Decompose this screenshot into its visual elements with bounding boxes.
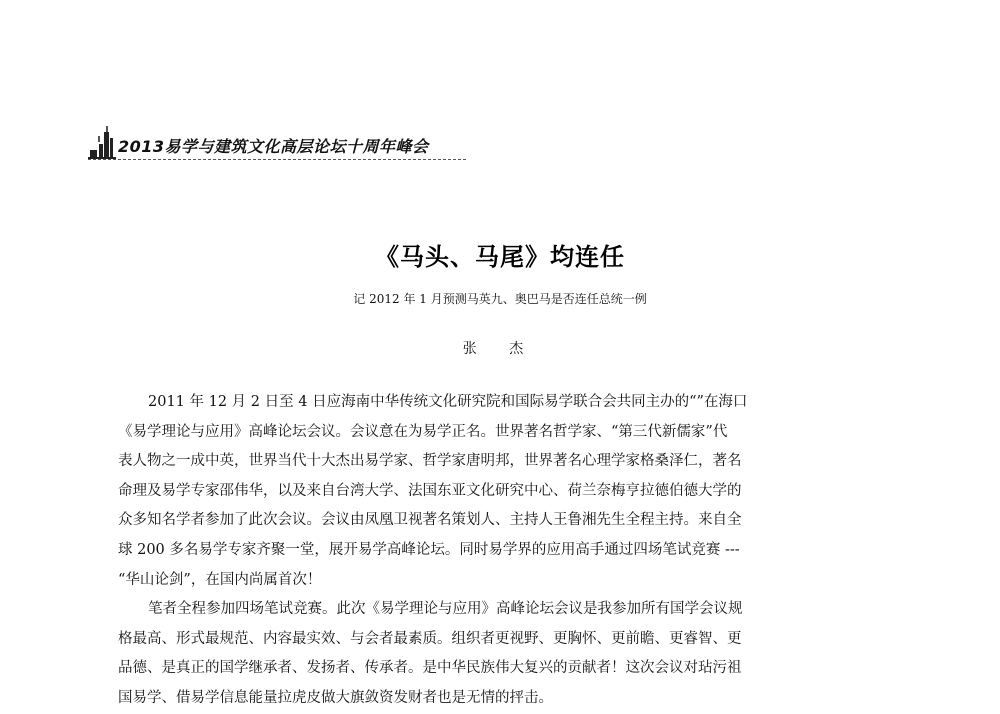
article-body	[118, 388, 834, 714]
body-line: 格最高、形式最规范、内容最实效、与会者最素质。组织者更视野、更胸怀、更前瞻、更睿智、更	[118, 630, 742, 647]
article-title: 《马头、马尾》均连任	[375, 243, 625, 271]
body-line: 命理及易学专家邵伟华，以及来自台湾大学、法国东亚文化研究中心、荷兰奈梅亨拉德伯德大学的	[118, 482, 742, 499]
body-line: 国易学、借易学信息能量拉虎皮做大旗敛资发财者也是无情的抨击。	[118, 689, 553, 706]
body-line: 球 200 多名易学专家齐聚一堂，展开易学高峰论坛。同时易学界的应用高手通过四场笔试竞赛 ---	[118, 541, 740, 558]
page-header	[88, 124, 468, 164]
article-subtitle: 记 2012 年 1 月预测马英九、奥巴马是否连任总统一例	[353, 292, 647, 306]
body-line	[118, 595, 834, 625]
body-line-text: 2011 年 12 月 2 日至 4 日应海南中华传统文化研究院和国际易学联合会共同主办的“”在海口	[148, 394, 748, 410]
body-line: “华山论剑”，在国内尚属首次！	[118, 571, 322, 588]
body-line: 众多知名学者参加了此次会议。会议由凤凰卫视著名策划人、主持人王鲁湘先生全程主持。来自全	[118, 512, 742, 529]
body-line	[118, 388, 834, 418]
header-title: 2013易学与建筑文化高层论坛十周年峰会	[118, 137, 429, 156]
header-divider	[88, 159, 466, 160]
article-author: 张 杰	[462, 341, 538, 357]
forum-logo-icon	[88, 124, 120, 160]
body-line: 表人物之一成中英，世界当代十大杰出易学家、哲学家唐明邦，世界著名心理学家格桑泽仁，著名	[118, 453, 742, 470]
body-line-text: 笔者全程参加四场笔试竞赛。此次《易学理论与应用》高峰论坛会议是我参加所有国学会议规	[148, 601, 743, 618]
body-line: 品德、是真正的国学继承者、发扬者、传承者。是中华民族伟大复兴的贡献者！这次会议对玷污祖	[118, 660, 742, 677]
body-line: 《易学理论与应用》高峰论坛会议。会议意在为易学正名。世界著名哲学家、“第三代新儒家”代	[118, 423, 728, 440]
